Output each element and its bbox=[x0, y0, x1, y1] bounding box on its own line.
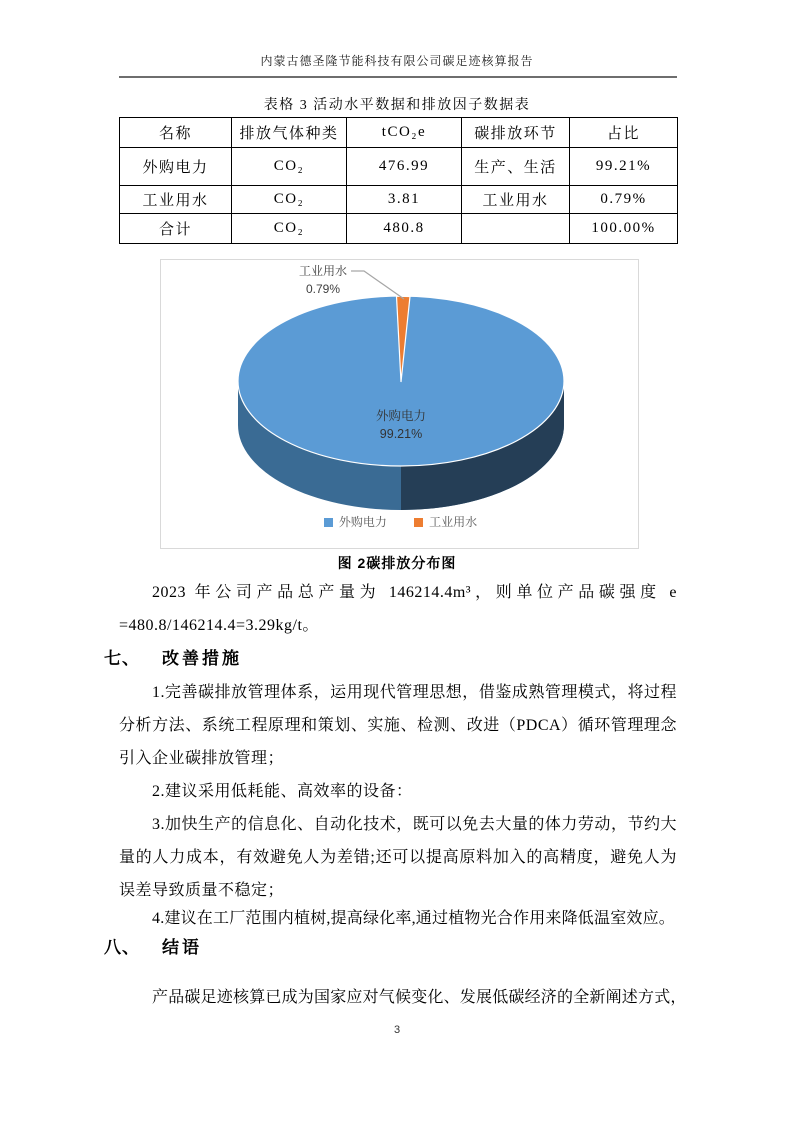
improvement-item-2: 2.建议采用低耗能、高效率的设备： bbox=[152, 783, 413, 800]
cell-stage: 生产、生活 bbox=[462, 148, 570, 186]
header-rule bbox=[119, 76, 677, 78]
intro-line-2: =480.8/146214.4=3.29kg/t。 bbox=[119, 617, 319, 634]
cell-name: 外购电力 bbox=[120, 148, 232, 186]
pie-callout-water bbox=[273, 262, 373, 298]
cell-name: 工业用水 bbox=[120, 186, 232, 214]
cell-stage bbox=[462, 214, 570, 244]
cell-tco2e: 476.99 bbox=[347, 148, 462, 186]
cell-gas: CO₂ bbox=[232, 214, 347, 244]
table-row bbox=[120, 148, 678, 186]
page-header-title: 内蒙古德圣隆节能科技有限公司碳足迹核算报告 bbox=[260, 54, 534, 68]
intro-paragraph bbox=[119, 576, 677, 642]
cell-share: 0.79% bbox=[570, 186, 678, 214]
legend-swatch-blue-icon bbox=[324, 518, 333, 527]
slice-label: 外购电力 bbox=[375, 409, 426, 423]
legend-item-electricity bbox=[324, 513, 387, 530]
legend-swatch-orange-icon bbox=[414, 518, 423, 527]
pie-chart-canvas bbox=[161, 260, 638, 548]
pie-label-electricity bbox=[301, 407, 501, 443]
legend-label: 外购电力 bbox=[338, 515, 387, 529]
cell-share: 100.00% bbox=[570, 214, 678, 244]
chart-legend bbox=[161, 513, 640, 530]
cell-tco2e: 480.8 bbox=[347, 214, 462, 244]
improvement-item-3: 3.加快生产的信息化、自动化技术，既可以免去大量的体力劳动，节约大量的人力成本，有效避免人为差错;还可以提高原料加入的高精度，避免人为误差导致质量不稳定； bbox=[119, 816, 677, 899]
section-heading-improvement bbox=[104, 647, 242, 671]
section-title: 结语 bbox=[162, 938, 202, 957]
section-heading-conclusion bbox=[104, 936, 202, 960]
figure-caption: 图 2碳排放分布图 bbox=[337, 555, 457, 571]
table-header-row bbox=[120, 118, 678, 148]
col-header-gas-type: 排放气体种类 bbox=[232, 118, 347, 148]
conclusion-paragraph: 产品碳足迹核算已成为国家应对气候变化、发展低碳经济的全新阐述方式， bbox=[152, 989, 687, 1006]
cell-name: 合计 bbox=[120, 214, 232, 244]
cell-gas: CO₂ bbox=[232, 148, 347, 186]
intro-line-1: 2023 年公司产品总产量为 146214.4m³，则单位产品碳强度 e bbox=[152, 584, 677, 601]
legend-label: 工业用水 bbox=[429, 515, 478, 529]
table-caption: 表格 3 活动水平数据和排放因子数据表 bbox=[263, 98, 531, 113]
table-row-total bbox=[120, 214, 678, 244]
cell-tco2e: 3.81 bbox=[347, 186, 462, 214]
cell-share: 99.21% bbox=[570, 148, 678, 186]
section-number: 八、 bbox=[104, 938, 140, 957]
pie-chart-frame bbox=[160, 259, 639, 549]
cell-stage: 工业用水 bbox=[462, 186, 570, 214]
improvement-item-4: 4.建议在工厂范围内植树,提高绿化率,通过植物光合作用来降低温室效应。 bbox=[152, 910, 676, 927]
section-title: 改善措施 bbox=[162, 649, 242, 668]
cell-gas: CO₂ bbox=[232, 186, 347, 214]
improvement-item-1: 1.完善碳排放管理体系，运用现代管理思想，借鉴成熟管理模式，将过程分析方法、系统工程原理和策划、实施、检测、改进（PDCA）循环管理理念引入企业碳排放管理； bbox=[119, 684, 677, 767]
section-number: 七、 bbox=[104, 649, 140, 668]
callout-label: 工业用水 bbox=[298, 264, 347, 278]
table-row bbox=[120, 186, 678, 214]
emissions-table bbox=[119, 117, 678, 244]
col-header-name: 名称 bbox=[120, 118, 232, 148]
slice-value: 99.21% bbox=[379, 427, 423, 441]
callout-value: 0.79% bbox=[305, 282, 341, 296]
col-header-share: 占比 bbox=[570, 118, 678, 148]
col-header-tco2e: tCO₂e bbox=[347, 118, 462, 148]
col-header-stage: 碳排放环节 bbox=[462, 118, 570, 148]
legend-item-water bbox=[414, 513, 477, 530]
page-number: 3 bbox=[393, 1024, 401, 1036]
